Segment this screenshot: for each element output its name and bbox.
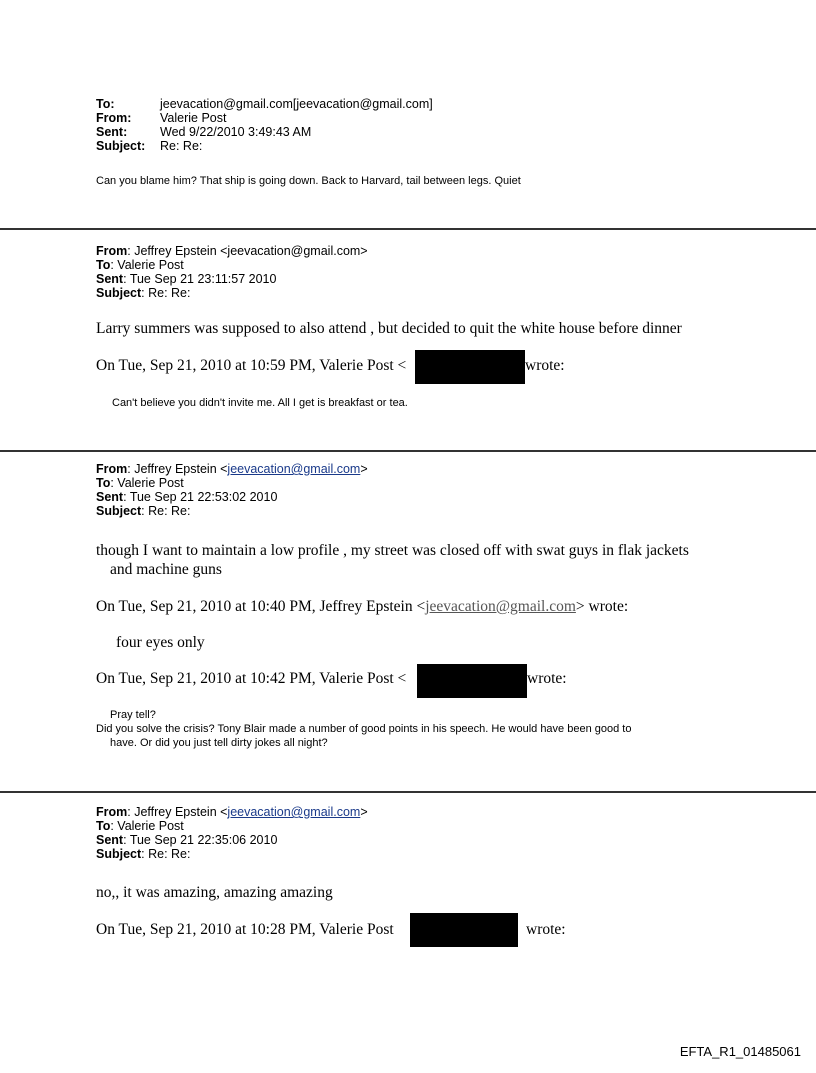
sent-label: Sent: [96, 490, 124, 504]
from-label: From: [96, 805, 128, 819]
sent-value: Wed 9/22/2010 3:49:43 AM: [160, 125, 312, 139]
email1-subject-row: [96, 140, 202, 153]
subject-label: Subject:: [96, 139, 146, 153]
email4-from-row: [96, 806, 368, 819]
subject-value: Re: Re:: [160, 139, 203, 153]
to-value: : Valerie Post: [110, 819, 184, 833]
email3-subject-row: [96, 505, 190, 518]
email3-quote1-header: [96, 598, 628, 616]
email4-quote-header-suffix: wrote:: [526, 921, 566, 938]
subject-label: Subject: [96, 847, 142, 861]
email3-body-line1: though I want to maintain a low profile , my street was closed off with swat guys in flak jackets: [96, 542, 689, 559]
email2-quote-header-suffix: wrote:: [525, 357, 565, 374]
from-label: From: [96, 462, 128, 476]
email3-quote2-header-suffix: wrote:: [527, 670, 567, 687]
email3-from-row: [96, 463, 368, 476]
redaction-box: [410, 913, 518, 947]
email3-body-line2: and machine guns: [110, 561, 222, 578]
from-email-link[interactable]: jeevacation@gmail.com: [227, 462, 361, 476]
email3-quoted-line1: Pray tell?: [110, 709, 156, 721]
to-value: : Valerie Post: [110, 476, 184, 490]
subject-value: : Re: Re:: [141, 847, 191, 861]
sent-label: Sent: [96, 833, 124, 847]
email3-quoted-line2: Did you solve the crisis? Tony Blair made a number of good points in his speech. He would have been good to: [96, 723, 632, 735]
from-prefix: : Jeffrey Epstein <: [127, 462, 228, 476]
from-suffix: >: [360, 462, 368, 476]
subject-value: : Re: Re:: [141, 504, 191, 518]
from-value: Valerie Post: [160, 111, 227, 125]
email2-body: Larry summers was supposed to also attend , but decided to quit the white house before dinner: [96, 320, 682, 337]
to-label: To: [96, 258, 111, 272]
email2-to-row: [96, 259, 184, 272]
subject-label: Subject: [96, 504, 142, 518]
divider: [0, 450, 816, 452]
email2-sent-row: [96, 273, 276, 286]
quote1-prefix: On Tue, Sep 21, 2010 at 10:40 PM, Jeffrey Epstein <: [96, 598, 426, 615]
sent-value: : Tue Sep 21 23:11:57 2010: [123, 272, 277, 286]
divider: [0, 791, 816, 793]
email2-subject-row: [96, 287, 190, 300]
sent-label: Sent:: [96, 125, 128, 139]
email2-from-row: [96, 245, 368, 258]
to-value: jeevacation@gmail.com[jeevacation@gmail.com]: [160, 97, 433, 111]
email4-sent-row: [96, 834, 277, 847]
email2-quoted-text: Can't believe you didn't invite me. All I get is breakfast or tea.: [112, 397, 408, 409]
email3-quote2-header-prefix: On Tue, Sep 21, 2010 at 10:42 PM, Valerie Post <: [96, 670, 407, 687]
divider: [0, 228, 816, 230]
subject-label: Subject: [96, 286, 142, 300]
from-label: From:: [96, 111, 132, 125]
email4-subject-row: [96, 848, 190, 861]
email3-quote1-body: four eyes only: [116, 634, 205, 651]
to-value: : Valerie Post: [110, 258, 184, 272]
sent-label: Sent: [96, 272, 124, 286]
email4-to-row: [96, 820, 184, 833]
from-value: : Jeffrey Epstein <jeevacation@gmail.com>: [127, 244, 368, 258]
sent-value: : Tue Sep 21 22:53:02 2010: [123, 490, 278, 504]
from-label: From: [96, 244, 128, 258]
email2-quote-header-prefix: On Tue, Sep 21, 2010 at 10:59 PM, Valerie Post <: [96, 357, 407, 374]
email1-sent-row: [96, 126, 311, 139]
to-label: To: [96, 476, 111, 490]
to-label: To:: [96, 97, 115, 111]
email3-to-row: [96, 477, 184, 490]
to-label: To: [96, 819, 111, 833]
redaction-box: [415, 350, 525, 384]
redaction-box: [417, 664, 527, 698]
quote1-suffix: > wrote:: [575, 598, 629, 615]
email4-body: no,, it was amazing, amazing amazing: [96, 884, 333, 901]
from-suffix: >: [360, 805, 368, 819]
sent-value: : Tue Sep 21 22:35:06 2010: [123, 833, 278, 847]
from-prefix: : Jeffrey Epstein <: [127, 805, 228, 819]
subject-value: : Re: Re:: [141, 286, 191, 300]
email1-to-row: [96, 98, 433, 111]
email1-from-row: [96, 112, 226, 125]
quote1-email-link[interactable]: jeevacation@gmail.com: [425, 598, 576, 615]
email3-quoted-line3: have. Or did you just tell dirty jokes all night?: [110, 737, 328, 749]
email3-sent-row: [96, 491, 277, 504]
document-id: EFTA_R1_01485061: [679, 1044, 801, 1059]
from-email-link[interactable]: jeevacation@gmail.com: [227, 805, 361, 819]
email1-body: Can you blame him? That ship is going down. Back to Harvard, tail between legs. Quiet: [96, 175, 521, 187]
email4-quote-header-prefix: On Tue, Sep 21, 2010 at 10:28 PM, Valerie Post: [96, 921, 394, 938]
